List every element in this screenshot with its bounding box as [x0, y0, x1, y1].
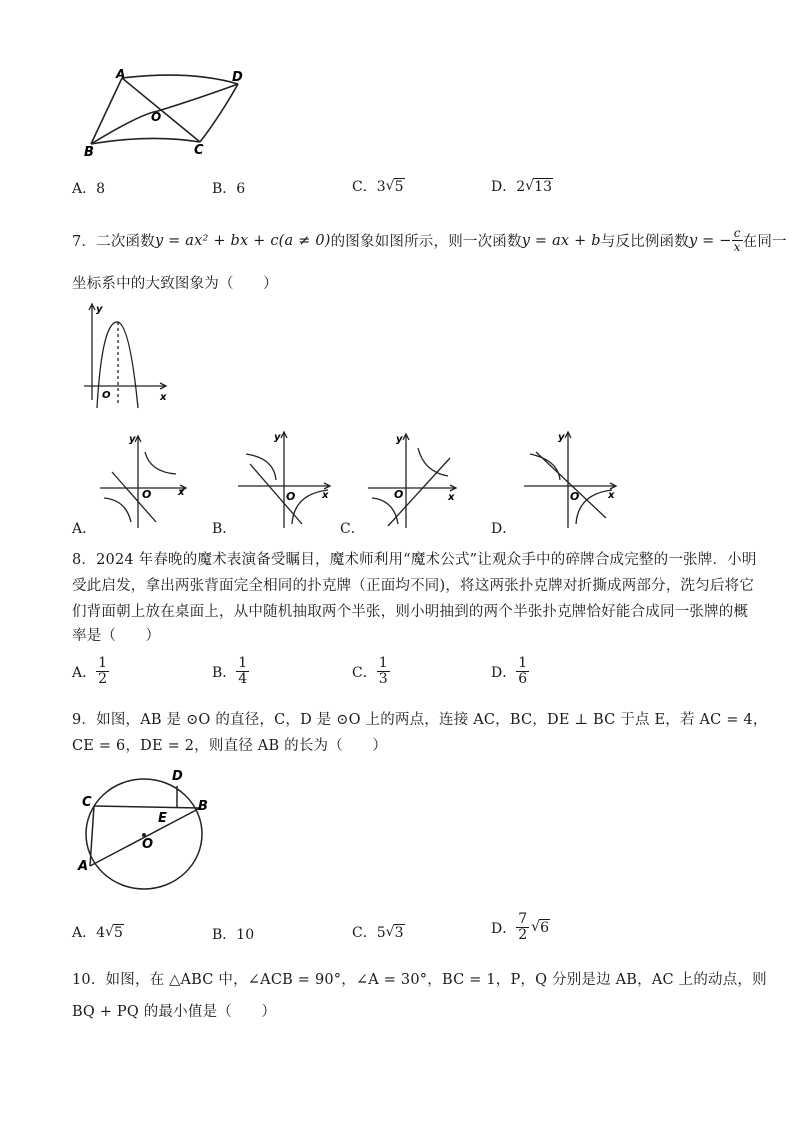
q8-option-c-frac [377, 656, 390, 688]
q9-option-d-frac [516, 912, 529, 944]
q8-stem-line4: 率是（ ） [72, 628, 161, 644]
q8-a-den: 2 [98, 671, 108, 688]
q9-option-c-radicand: 3 [394, 925, 404, 941]
q10-stem-line1: 10．如图，在 △ABC 中，∠ACB = 90°，∠A = 30°，BC = 1，P，Q 分别是边 AB，AC 上的动点，则 [72, 972, 767, 988]
q6-option-a-value: 8 [96, 181, 106, 197]
q9-label-e: E [158, 811, 167, 826]
q9-stem-line1: 9．如图，AB 是 ⊙O 的直径，C，D 是 ⊙O 上的两点，连接 AC，BC，DE ⊥ BC 于点 E，若 AC = 4， [72, 712, 768, 728]
q7-main-y-label: y [96, 304, 103, 315]
q7-d-o-label: O [570, 490, 580, 503]
q7-text-1: 7．二次函数 [72, 234, 155, 251]
q9-circle-figure [76, 764, 216, 892]
q6-option-b-value: 6 [236, 181, 246, 197]
q7-option-d[interactable]: D． [491, 521, 517, 537]
q8-a-num: 1 [98, 655, 108, 671]
q7-option-a[interactable]: A． [72, 521, 97, 537]
q8-option-a-letter: A． [72, 664, 97, 681]
q9-option-d[interactable] [491, 912, 550, 944]
q8-option-b[interactable] [212, 656, 249, 688]
q7-formula-quadratic: y = ax² + bx + c(a ≠ 0) [154, 232, 331, 249]
q6-option-c-radicand: 5 [394, 179, 404, 195]
q9-option-d-letter: D． [491, 920, 517, 937]
q7-parabola-graph [82, 300, 172, 410]
q7-text-2: 的图象如图所示，则一次函数 [330, 234, 522, 251]
q8-stem-line1: 8．2024 年春晚的魔术表演备受瞩目，魔术师利用“魔术公式”让观众手中的碎牌合成完整的一张牌．小明 [72, 552, 757, 568]
q6-option-d-coef: 2 [516, 179, 526, 195]
q8-option-a[interactable] [72, 656, 109, 688]
q8-option-d-frac [516, 656, 529, 688]
q8-d-num: 1 [518, 655, 528, 671]
q8-option-b-frac [236, 656, 249, 688]
q7-c-y-label: y [396, 434, 403, 445]
q7-a-x-label: x [178, 487, 185, 498]
q7-formula-linear: y = ax + b [521, 232, 601, 249]
q10-stem-line2: BQ + PQ 的最小值是（ ） [72, 1004, 277, 1020]
q7-main-x-label: x [160, 392, 167, 403]
q9-option-b-letter: B． [212, 927, 237, 943]
q6-option-d-radicand: 13 [534, 179, 552, 195]
q6-option-b-letter: B． [212, 181, 237, 197]
q9-option-a-radicand: 5 [114, 925, 123, 941]
q7-c-x-label: x [448, 492, 455, 503]
q7-frac-num: c [733, 226, 741, 240]
q9-label-b: B [198, 799, 208, 814]
q9-option-d-radicand: 6 [540, 919, 550, 936]
q7-option-b[interactable]: B． [212, 521, 237, 537]
q9-option-b[interactable] [212, 924, 254, 944]
q7-b-o-label: O [286, 490, 296, 503]
q6-label-o: O [151, 110, 162, 124]
q8-c-num: 1 [378, 655, 388, 671]
q8-c-den: 3 [378, 671, 388, 688]
q9-label-d: D [172, 769, 183, 784]
q6-option-c-letter: C． [352, 179, 377, 195]
q6-label-a: A [116, 67, 126, 81]
q8-d-den: 6 [518, 671, 528, 688]
q6-option-d-letter: D． [491, 179, 517, 195]
q6-option-a[interactable] [72, 178, 105, 198]
q9-label-o: O [142, 837, 154, 852]
q7-d-y-label: y [558, 432, 565, 443]
q6-figure [80, 64, 260, 164]
q7-a-o-label: O [142, 488, 152, 501]
q6-option-d[interactable] [491, 176, 553, 196]
q7-option-a-graph [98, 432, 190, 530]
q7-formula-inverse-frac [732, 227, 743, 254]
q9-stem-line2: CE = 6，DE = 2，则直径 AB 的长为（ ） [72, 738, 388, 754]
q7-option-c-graph [366, 430, 460, 530]
q9-option-a[interactable] [72, 922, 124, 942]
q9-option-a-coef: 4 [96, 925, 106, 941]
q7-frac-den: x [733, 240, 741, 255]
q7-option-b-graph [236, 428, 336, 530]
q7-stem-line1 [72, 227, 787, 254]
q9-d-den: 2 [518, 927, 528, 944]
q8-stem-line3: 们背面朝上放在桌面上，从中随机抽取两个半张，则小明抽到的两个半张扑克牌恰好能合成同一张牌的概 [72, 604, 749, 620]
q7-formula-inverse-prefix: y = − [688, 232, 732, 249]
q7-stem-line2: 坐标系中的大致图象为（ ） [72, 276, 278, 292]
q7-main-o-label: O [102, 390, 111, 401]
q7-c-o-label: O [394, 488, 404, 501]
q7-text-4: 在同一 [742, 234, 787, 251]
q9-option-c-letter: C． [352, 925, 377, 941]
q8-b-den: 4 [238, 671, 248, 688]
q7-text-3: 与反比例函数 [600, 234, 689, 251]
q8-option-b-letter: B． [212, 664, 237, 681]
q7-option-d-graph [522, 428, 622, 530]
q8-option-d-letter: D． [491, 664, 517, 681]
q9-label-a: A [78, 859, 89, 874]
q8-b-num: 1 [238, 655, 248, 671]
q8-option-a-frac [96, 656, 109, 688]
q6-option-c[interactable] [352, 176, 405, 196]
q9-d-num: 7 [518, 911, 528, 927]
q8-option-c-letter: C． [352, 664, 377, 681]
q9-option-a-letter: A． [72, 925, 97, 941]
q8-option-c[interactable] [352, 656, 390, 688]
q7-b-x-label: x [322, 490, 329, 501]
q7-a-y-label: y [129, 434, 136, 445]
q7-d-x-label: x [608, 490, 615, 501]
q6-label-c: C [194, 143, 204, 158]
q8-option-d[interactable] [491, 656, 529, 688]
q8-stem-line2: 受此启发，拿出两张背面完全相同的扑克牌（正面均不同)，将这两张扑克牌对折撕成两部分，洗匀后将它 [72, 578, 755, 594]
q6-option-a-letter: A． [72, 181, 97, 197]
q6-option-c-coef: 3 [376, 179, 386, 195]
q7-option-c[interactable]: C． [340, 521, 365, 537]
q9-option-c[interactable] [352, 922, 405, 942]
q7-b-y-label: y [274, 432, 281, 443]
q9-option-c-coef: 5 [376, 925, 386, 941]
q6-option-b[interactable] [212, 178, 245, 198]
q6-label-d: D [232, 70, 243, 85]
q9-option-b-value: 10 [236, 927, 255, 943]
q6-label-b: B [84, 145, 94, 160]
q9-label-c: C [82, 795, 92, 810]
